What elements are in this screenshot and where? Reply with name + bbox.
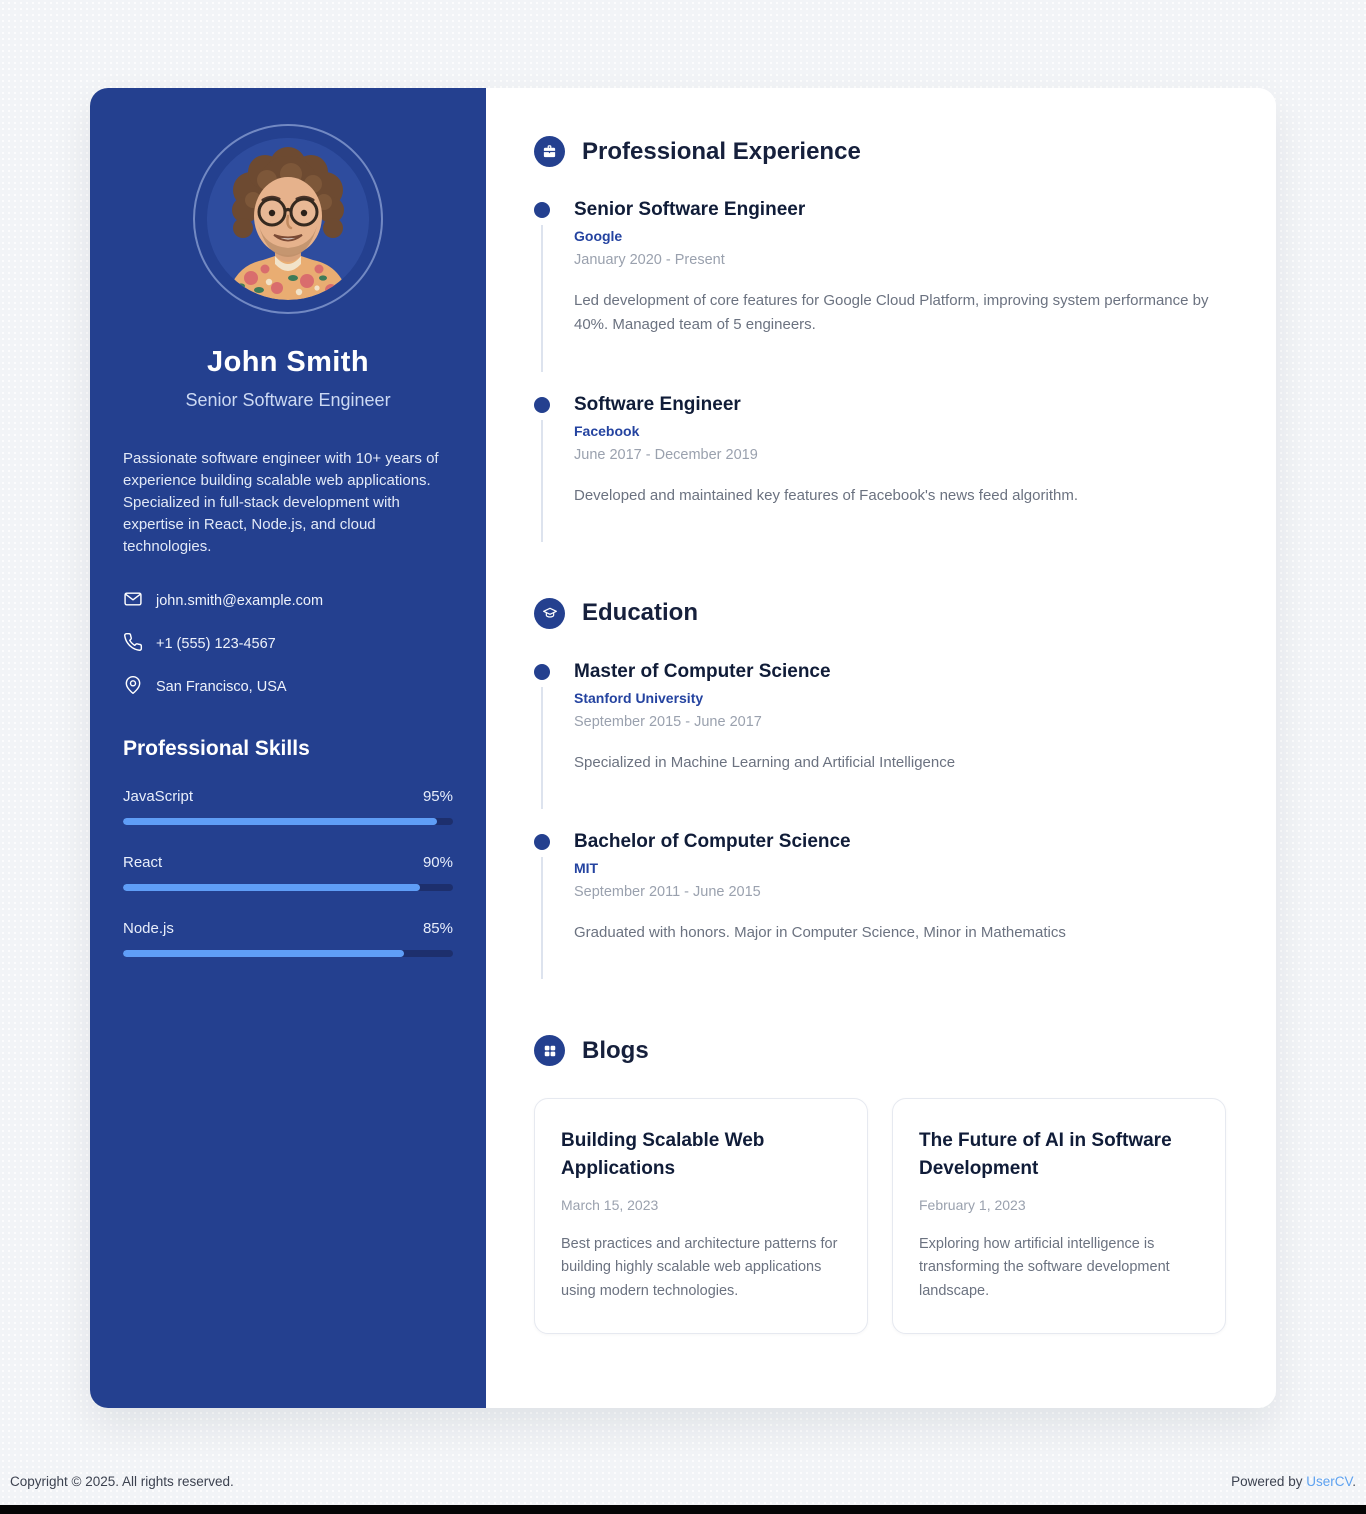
blog-card[interactable] [534, 1098, 868, 1334]
skill-bar [123, 818, 453, 825]
powered-by-link[interactable]: UserCV [1306, 1474, 1353, 1490]
experience-entry [534, 394, 1226, 564]
section-blogs [534, 1035, 1226, 1334]
entry-dates: June 2017 - December 2019 [574, 446, 758, 463]
contact-email[interactable] [123, 589, 453, 613]
entry-dates: September 2015 - June 2017 [574, 713, 762, 730]
blog-date: February 1, 2023 [919, 1196, 1026, 1213]
skill-nodejs [123, 920, 453, 957]
blog-excerpt: Exploring how artificial intelligence is transforming the software development landscape. [919, 1235, 1170, 1299]
education-entry [534, 661, 1226, 831]
contact-phone-text: +1 (555) 123-4567 [156, 636, 276, 653]
copyright-text: Copyright © 2025. All rights reserved. [10, 1474, 234, 1490]
entry-description: Graduated with honors. Major in Computer Science, Minor in Mathematics [574, 924, 1066, 942]
skill-react [123, 854, 453, 891]
contact-location-text: San Francisco, USA [156, 679, 287, 696]
education-entry [534, 831, 1226, 1001]
page [0, 88, 1366, 1505]
blog-excerpt: Best practices and architecture patterns for building highly scalable web applications using modern technologies. [561, 1235, 838, 1299]
entry-company: Facebook [574, 422, 640, 439]
section-education [534, 598, 1226, 1002]
contact-phone[interactable] [123, 632, 453, 656]
blog-title: Building Scalable Web Applications [561, 1130, 765, 1180]
entry-company: Google [574, 228, 623, 244]
cv-card [90, 88, 1276, 1408]
footer [10, 1460, 1356, 1505]
phone-icon [123, 632, 143, 656]
skill-percent: 85% [422, 920, 453, 938]
skill-bar-fill [123, 950, 404, 957]
blog-card[interactable] [892, 1098, 1226, 1334]
skills-title: Professional Skills [123, 737, 310, 761]
skill-javascript [123, 788, 453, 825]
skill-bar-fill [123, 884, 420, 891]
entry-dates: September 2011 - June 2015 [574, 884, 761, 901]
entry-description: Led development of core features for Google Cloud Platform, improving system performance by 40%. Managed team of 5 engineers. [574, 292, 1209, 334]
powered-by-prefix: Powered by [1231, 1474, 1307, 1490]
skill-percent: 90% [422, 854, 453, 872]
blogs-header [534, 1035, 1226, 1066]
skill-bar-fill [123, 818, 437, 825]
experience-header [534, 136, 1226, 167]
education-header [534, 598, 1226, 629]
skill-bar [123, 950, 453, 957]
skill-percent: 95% [422, 788, 453, 806]
person-bio: Passionate software engineer with 10+ years of experience building scalable web applications. Specialized in full-stack development with expertise in React, Node.js, and cloud technologies. [123, 450, 439, 556]
section-title: Education [582, 599, 699, 627]
skill-name: JavaScript [123, 788, 194, 806]
entry-school: MIT [574, 860, 599, 877]
section-title: Professional Experience [582, 137, 861, 165]
blog-title: The Future of AI in Software Development [919, 1130, 1172, 1180]
sidebar [90, 88, 486, 1408]
entry-role: Software Engineer [574, 393, 741, 415]
blog-grid [534, 1098, 1226, 1334]
main-content [486, 88, 1276, 1408]
entry-degree: Master of Computer Science [574, 660, 831, 682]
contact-email-text: john.smith@example.com [156, 593, 324, 610]
skill-name: Node.js [123, 920, 174, 938]
entry-description: Specialized in Machine Learning and Artificial Intelligence [574, 753, 956, 771]
location-pin-icon [123, 675, 143, 699]
profile-photo-illustration [207, 138, 369, 300]
contact-list [123, 589, 453, 699]
entry-description: Developed and maintained key features of Facebook's news feed algorithm. [574, 486, 1078, 504]
entry-degree: Bachelor of Computer Science [574, 831, 851, 853]
skills-section [123, 737, 453, 957]
person-title: Senior Software Engineer [185, 390, 391, 410]
section-experience [534, 136, 1226, 564]
powered-by [1231, 1474, 1356, 1489]
entry-role: Senior Software Engineer [574, 199, 806, 220]
avatar-ring [193, 124, 383, 314]
blog-date: March 15, 2023 [561, 1196, 659, 1213]
experience-timeline [534, 199, 1226, 564]
person-name: John Smith [207, 346, 369, 378]
email-icon [123, 589, 143, 613]
skill-name: React [123, 854, 163, 872]
section-title: Blogs [582, 1036, 649, 1064]
experience-entry [534, 199, 1226, 394]
powered-by-suffix: . [1352, 1474, 1356, 1490]
grid-icon [534, 1035, 565, 1066]
entry-school: Stanford University [574, 689, 704, 706]
avatar [207, 138, 369, 300]
education-timeline [534, 661, 1226, 1002]
graduation-cap-icon [534, 598, 565, 629]
skill-bar [123, 884, 453, 891]
briefcase-icon [534, 136, 565, 167]
contact-location [123, 675, 453, 699]
entry-dates: January 2020 - Present [574, 252, 725, 268]
